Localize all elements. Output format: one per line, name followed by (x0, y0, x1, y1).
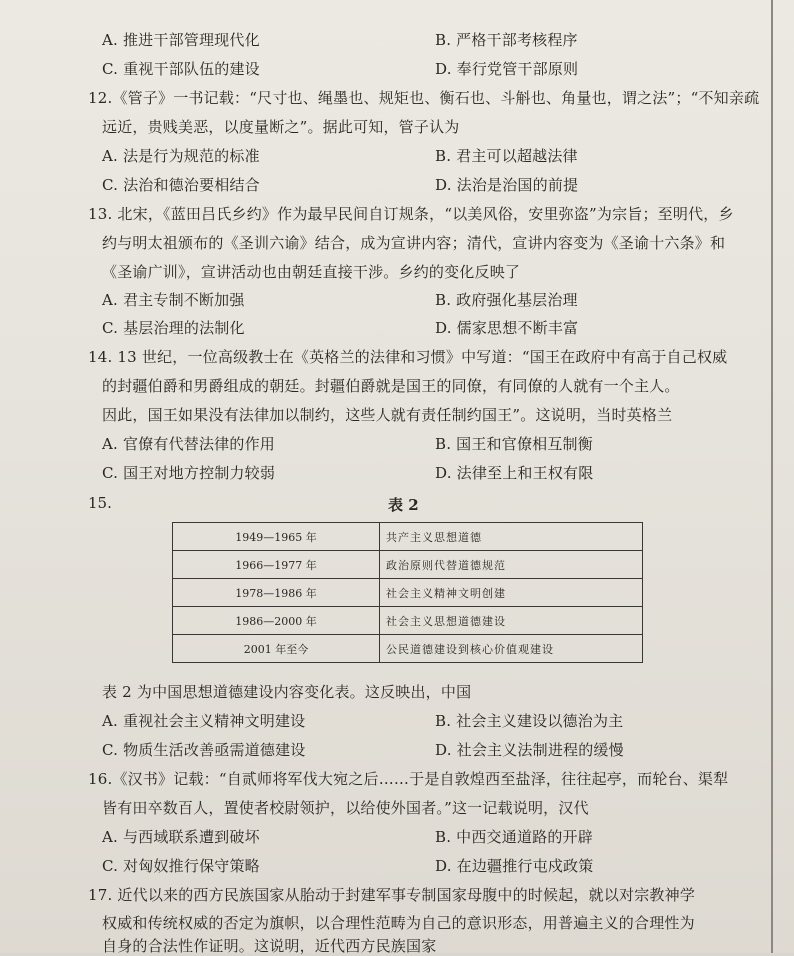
q12-option-b: B. 君主可以超越法律 (435, 147, 578, 165)
q17-stem-line: 17. 近代以来的西方民族国家从胎动于封建军事专制国家母腹中的时候起，就以对宗教神学 (88, 886, 696, 904)
table-cell-content: 共产主义思想道德 (380, 523, 643, 551)
q13-stem-line: 约与明太祖颁布的《圣训六谕》结合，成为宣讲内容；清代，宣讲内容变为《圣谕十六条》和 (102, 234, 726, 252)
moral-construction-table (172, 522, 643, 663)
q11-option-b: B. 严格干部考核程序 (435, 31, 578, 49)
q11-option-c: C. 重视干部队伍的建设 (102, 60, 260, 78)
q13-option-c: C. 基层治理的法制化 (102, 319, 245, 337)
table-cell-content: 公民道德建设到核心价值观建设 (380, 635, 643, 663)
q16-option-c: C. 对匈奴推行保守策略 (102, 857, 260, 875)
q12-stem-line: 远近，贵贱美恶，以度量断之”。据此可知，管子认为 (102, 118, 460, 136)
q14-option-c: C. 国王对地方控制力较弱 (102, 464, 276, 482)
q17-stem-line: 自身的合法性作证明。这说明，近代西方民族国家 (102, 937, 437, 955)
table-row (173, 579, 643, 607)
table-cell-period: 1949—1965 年 (173, 523, 380, 551)
q12-stem-line: 12.《管子》一书记载：“尺寸也、绳墨也、规矩也、衡石也、斗斛也、角量也，谓之法”；“不知亲疏 (88, 89, 760, 107)
q13-option-a: A. 君主专制不断加强 (102, 291, 245, 309)
q14-stem-line: 的封疆伯爵和男爵组成的朝廷。封疆伯爵就是国王的同僚，有同僚的人就有一个主人。 (102, 377, 680, 395)
q15-option-c: C. 物质生活改善亟需道德建设 (102, 741, 306, 759)
q14-stem-line: 因此，国王如果没有法律加以制约，这些人就有责任制约国王”。这说明，当时英格兰 (102, 406, 673, 424)
q14-option-a: A. 官僚有代替法律的作用 (102, 435, 275, 453)
table-cell-period: 2001 年至今 (173, 635, 380, 663)
q15-stem: 表 2 为中国思想道德建设内容变化表。这反映出，中国 (102, 683, 472, 701)
table-cell-period: 1986—2000 年 (173, 607, 380, 635)
q13-option-b: B. 政府强化基层治理 (435, 291, 578, 309)
q11-option-a: A. 推进干部管理现代化 (102, 31, 260, 49)
page-edge-rule (771, 0, 773, 953)
q13-option-d: D. 儒家思想不断丰富 (435, 319, 579, 337)
q13-stem-line: 《圣谕广训》，宣讲活动也由朝廷直接干涉。乡约的变化反映了 (102, 263, 521, 281)
q14-stem-line: 14. 13 世纪，一位高级教士在《英格兰的法律和习惯》中写道：“国王在政府中有高于自己权威 (88, 348, 728, 366)
q15-option-d: D. 社会主义法制进程的缓慢 (435, 741, 624, 759)
q16-option-d: D. 在边疆推行屯戍政策 (435, 857, 594, 875)
q13-stem-line: 13. 北宋，《蓝田吕氏乡约》作为最早民间自订规条，“以美风俗，安里弥盗”为宗旨；至明代，乡 (88, 205, 734, 223)
table-cell-content: 社会主义思想道德建设 (380, 607, 643, 635)
table-cell-period: 1978—1986 年 (173, 579, 380, 607)
table-cell-period: 1966—1977 年 (173, 551, 380, 579)
table-caption: 表 2 (388, 496, 419, 514)
q16-stem-line: 皆有田卒数百人，置使者校尉领护，以给使外国者。”这一记载说明，汉代 (102, 799, 589, 817)
table-cell-content: 社会主义精神文明创建 (380, 579, 643, 607)
q16-option-b: B. 中西交通道路的开辟 (435, 828, 593, 846)
q12-option-a: A. 法是行为规范的标准 (102, 147, 260, 165)
table-row (173, 607, 643, 635)
table-row (173, 551, 643, 579)
q15-option-b: B. 社会主义建设以德治为主 (435, 712, 624, 730)
q17-stem-line: 权威和传统权威的否定为旗帜，以合理性范畴为自己的意识形态，用普遍主义的合理性为 (102, 914, 695, 932)
table-row (173, 523, 643, 551)
q12-option-c: C. 法治和德治要相结合 (102, 176, 260, 194)
q14-option-d: D. 法律至上和王权有限 (435, 464, 594, 482)
q15-option-a: A. 重视社会主义精神文明建设 (102, 712, 306, 730)
q15-number: 15. (88, 494, 112, 512)
q11-option-d: D. 奉行党管干部原则 (435, 60, 579, 78)
q14-option-b: B. 国王和官僚相互制衡 (435, 435, 593, 453)
q12-option-d: D. 法治是治国的前提 (435, 176, 579, 194)
q16-stem-line: 16.《汉书》记载：“自贰师将军伐大宛之后……于是自敦煌西至盐泽，往往起亭，而轮台、渠犁 (88, 770, 729, 788)
table-row (173, 635, 643, 663)
q16-option-a: A. 与西域联系遭到破坏 (102, 828, 260, 846)
table-cell-content: 政治原则代替道德规范 (380, 551, 643, 579)
